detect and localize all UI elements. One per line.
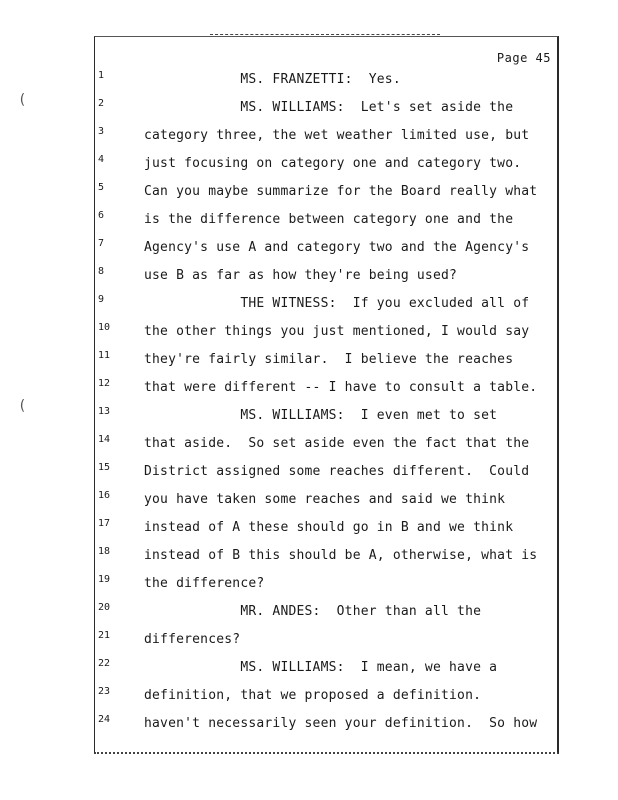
transcript-line: differences? (144, 632, 241, 647)
transcript-line: that were different -- I have to consult a table. (144, 380, 538, 395)
transcript-line: MS. WILLIAMS: I mean, we have a (144, 660, 498, 675)
line-number: 3 (98, 126, 105, 137)
top-scan-rule (210, 34, 440, 35)
line-number: 17 (98, 518, 111, 529)
line-number: 7 (98, 238, 105, 249)
line-number: 13 (98, 406, 111, 417)
line-number: 20 (98, 602, 111, 613)
line-number: 6 (98, 210, 105, 221)
line-number: 16 (98, 490, 111, 501)
binding-hole-mark: ( (18, 92, 27, 108)
line-number: 9 (98, 294, 105, 305)
transcript-line: just focusing on category one and category two. (144, 156, 522, 171)
line-number: 21 (98, 630, 111, 641)
line-number: 18 (98, 546, 111, 557)
transcript-line: instead of A these should go in B and we think (144, 520, 514, 535)
transcript-line: MS. WILLIAMS: Let's set aside the (144, 100, 514, 115)
line-number: 23 (98, 686, 111, 697)
line-number: 22 (98, 658, 111, 669)
line-number: 12 (98, 378, 111, 389)
transcript-line: Agency's use A and category two and the Agency's (144, 240, 530, 255)
transcript-line: definition, that we proposed a definition. (144, 688, 482, 703)
line-number: 19 (98, 574, 111, 585)
transcript-line: haven't necessarily seen your definition. So how (144, 716, 538, 731)
transcript-line: that aside. So set aside even the fact that the (144, 436, 530, 451)
transcript-line: you have taken some reaches and said we think (144, 492, 506, 507)
transcript-line: the difference? (144, 576, 265, 591)
line-number: 8 (98, 266, 105, 277)
line-number: 4 (98, 154, 105, 165)
transcript-line: MS. WILLIAMS: I even met to set (144, 408, 498, 423)
line-number: 2 (98, 98, 105, 109)
line-number: 10 (98, 322, 111, 333)
page-number: Page 45 (496, 51, 551, 65)
transcript-line: is the difference between category one and the (144, 212, 514, 227)
transcript-line: the other things you just mentioned, I would say (144, 324, 530, 339)
transcript-line: instead of B this should be A, otherwise, what is (144, 548, 538, 563)
transcript-line: use B as far as how they're being used? (144, 268, 458, 283)
transcript-line: THE WITNESS: If you excluded all of (144, 296, 530, 311)
transcript-line: MS. FRANZETTI: Yes. (144, 72, 401, 87)
line-number: 15 (98, 462, 111, 473)
transcript-line: Can you maybe summarize for the Board really what (144, 184, 538, 199)
line-number: 14 (98, 434, 111, 445)
binding-hole-mark: ( (18, 398, 27, 414)
transcript-line: District assigned some reaches different. Could (144, 464, 530, 479)
transcript-line: category three, the wet weather limited use, but (144, 128, 530, 143)
line-number: 5 (98, 182, 105, 193)
line-number: 11 (98, 350, 111, 361)
transcript-line: they're fairly similar. I believe the reaches (144, 352, 514, 367)
line-number: 24 (98, 714, 111, 725)
line-number: 1 (98, 70, 105, 81)
transcript-line: MR. ANDES: Other than all the (144, 604, 482, 619)
